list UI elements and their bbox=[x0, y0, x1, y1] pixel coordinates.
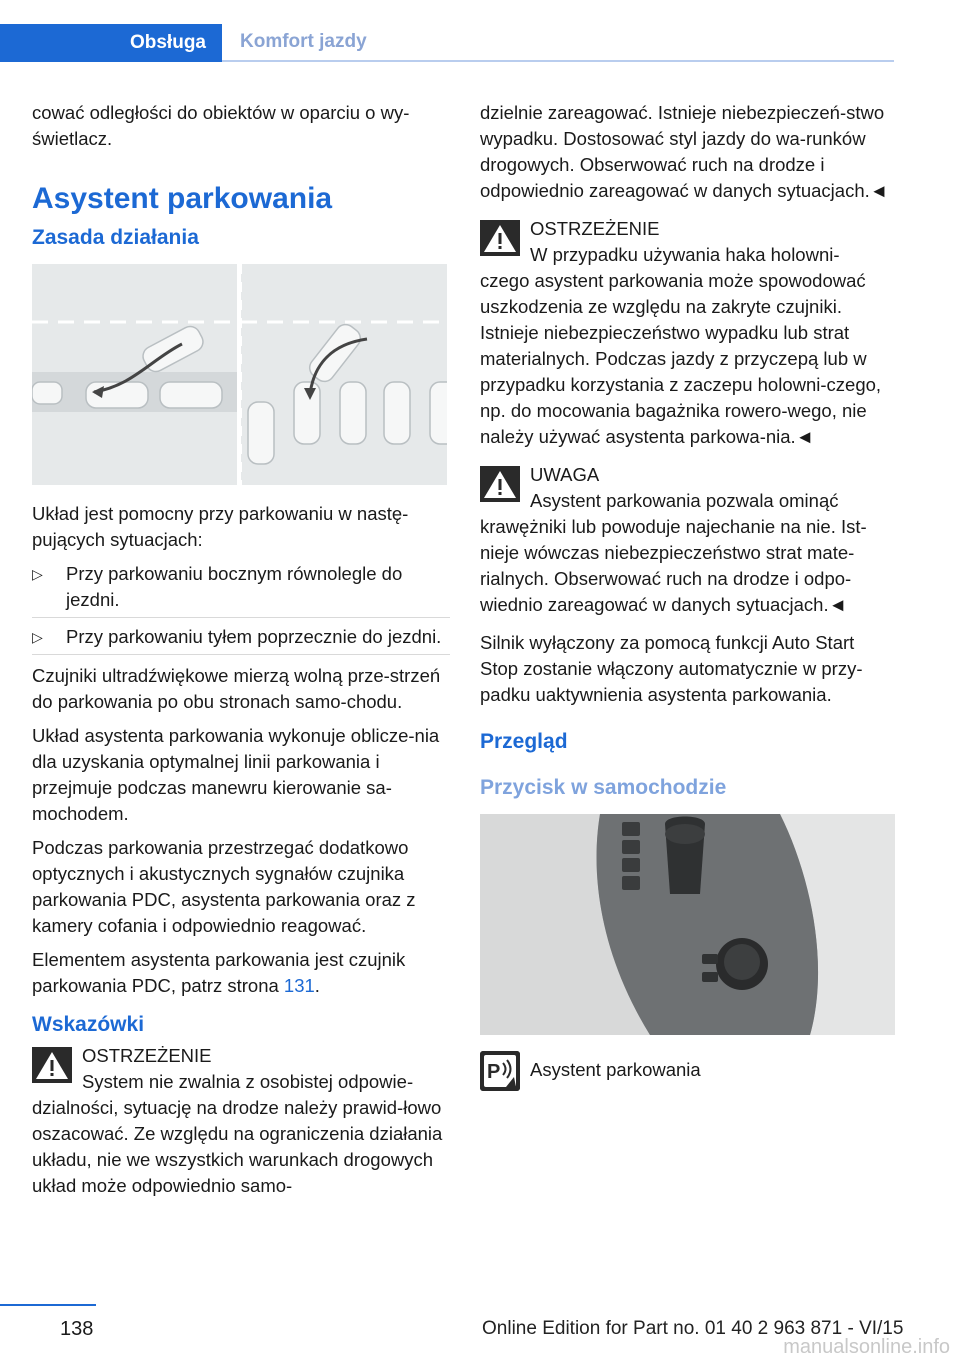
warning-triangle-icon bbox=[480, 220, 520, 256]
autostart-text: Silnik wyłączony za pomocą funkcji Auto Start Stop zostanie włączony automatycznie w przy-padku uaktywnienia asystenta parkowania. bbox=[480, 632, 863, 705]
intro-text: cować odległości do obiektów w oparciu o wy-świetlacz. bbox=[32, 102, 410, 149]
subsection-principle: Zasada działania bbox=[32, 226, 199, 249]
list-item-text: Przy parkowaniu bocznym równolegle do jezdni. bbox=[66, 563, 403, 610]
page-number-rule bbox=[0, 1304, 96, 1306]
signals-text: Podczas parkowania przestrzegać dodatkowo optycznych i akustycznych sygnałów czujnika parkowania PDC, asystenta parkowania oraz z kamery cofania i odpowiednio reagować. bbox=[32, 837, 416, 936]
warning-triangle-icon bbox=[480, 466, 520, 502]
bullet-triangle-icon: ▷ bbox=[32, 566, 43, 582]
subsection-tips: Wskazówki bbox=[32, 1013, 145, 1036]
list-item bbox=[32, 561, 450, 618]
subsection-button: Przycisk w samochodzie bbox=[480, 776, 727, 799]
caution-box bbox=[480, 462, 895, 618]
situations-intro: Układ jest pomocny przy parkowaniu w nastę-pujących sytuacjach: bbox=[32, 503, 409, 550]
warning-title: OSTRZEŻENIE bbox=[82, 1045, 212, 1066]
warning-triangle-icon bbox=[32, 1047, 72, 1083]
watermark: manualsonline.info bbox=[783, 1336, 950, 1358]
sensors-text: Czujniki ultradźwiękowe mierzą wolną prze-strzeń do parkowania po obu stronach samo-chodu. bbox=[32, 665, 441, 712]
parking-assistant-button-icon[interactable] bbox=[480, 1051, 520, 1091]
section-title: Asystent parkowania bbox=[32, 182, 333, 215]
button-label: Asystent parkowania bbox=[530, 1059, 701, 1080]
button-row bbox=[480, 1051, 895, 1091]
tab-obsluga[interactable]: Obsługa bbox=[0, 24, 222, 62]
pdc-reference-lead: Elementem asystenta parkowania jest czujnik parkowania PDC, patrz strona bbox=[32, 949, 406, 996]
edition-footer: Online Edition for Part no. 01 40 2 963 871 - VI/15 bbox=[482, 1318, 904, 1339]
parking-diagram bbox=[32, 264, 447, 485]
caution-title: UWAGA bbox=[530, 464, 600, 485]
header-tabs bbox=[0, 24, 894, 62]
list-item bbox=[32, 624, 450, 655]
left-column bbox=[32, 100, 450, 1207]
warning-box bbox=[480, 216, 895, 450]
warning-title: OSTRZEŻENIE bbox=[530, 218, 660, 239]
page-number: 138 bbox=[60, 1318, 94, 1340]
warning-text bbox=[480, 242, 895, 450]
subsection-overview: Przegląd bbox=[480, 730, 568, 753]
right-column bbox=[480, 100, 895, 1091]
svg-text:P: P bbox=[487, 1061, 501, 1083]
warning-text bbox=[32, 1069, 450, 1199]
calculation-text: Układ asystenta parkowania wykonuje oblicze-nia dla uzyskania optymalnej linii parkowania i przejmuje podczas manewru kierowanie sa-mochodem. bbox=[32, 725, 440, 824]
bullet-triangle-icon: ▷ bbox=[32, 629, 43, 645]
warning-text-rest: dzialności, sytuację na drodze należy prawid-łowo oszacować. Ze względu na ograniczenia działania układu, nie we wszystkich warunkach drogowych układ może odpowiednio samo- bbox=[32, 1097, 443, 1196]
caution-text-rest: krawężniki lub powoduje najechanie na nie. Ist-nieje wówczas niebezpieczeństwo strat mate-rialnych. Obserwować ruch na drodze i odpo-wiednio zareagować w danych sytuacjach.◄ bbox=[480, 516, 867, 615]
center-console-image bbox=[480, 814, 895, 1035]
pdc-reference-text bbox=[32, 947, 450, 999]
continued-text: dzielnie zareagować. Istnieje niebezpieczeń-stwo wypadku. Dostosować styl jazdy do wa-runków drogowych. Obserwować ruch na drodze i odpowiednio zareagować w danych sytuacjach.◄ bbox=[480, 102, 889, 201]
warning-box bbox=[32, 1043, 450, 1199]
situations-list bbox=[32, 561, 450, 655]
page-link[interactable]: 131 bbox=[283, 975, 315, 996]
tab-komfort-jazdy[interactable]: Komfort jazdy bbox=[222, 24, 894, 62]
caution-text bbox=[480, 488, 895, 618]
pdc-reference-end: . bbox=[314, 975, 320, 996]
warning-text-first: W przypadku używania haka holowni- bbox=[530, 244, 840, 265]
list-item-text: Przy parkowaniu tyłem poprzecznie do jezdni. bbox=[66, 626, 442, 647]
parking-illustration bbox=[32, 264, 447, 485]
warning-text-first: System nie zwalnia z osobistej odpowie- bbox=[82, 1071, 414, 1092]
warning-text-rest: czego asystent parkowania może spowodować uszkodzenia ze względu na zakryte czujniki. Istnieje niebezpieczeństwo wypadku lub strat materialnych. Podczas jazdy z przyczepą lub w przypadku korzystania z zaczepu holowni-czego, np. do mocowania bagażnika rowero-wego, nie należy używać asystenta parkowa-nia.◄ bbox=[480, 270, 882, 447]
caution-text-first: Asystent parkowania pozwala ominąć bbox=[530, 490, 839, 511]
console-photo bbox=[480, 814, 895, 1035]
